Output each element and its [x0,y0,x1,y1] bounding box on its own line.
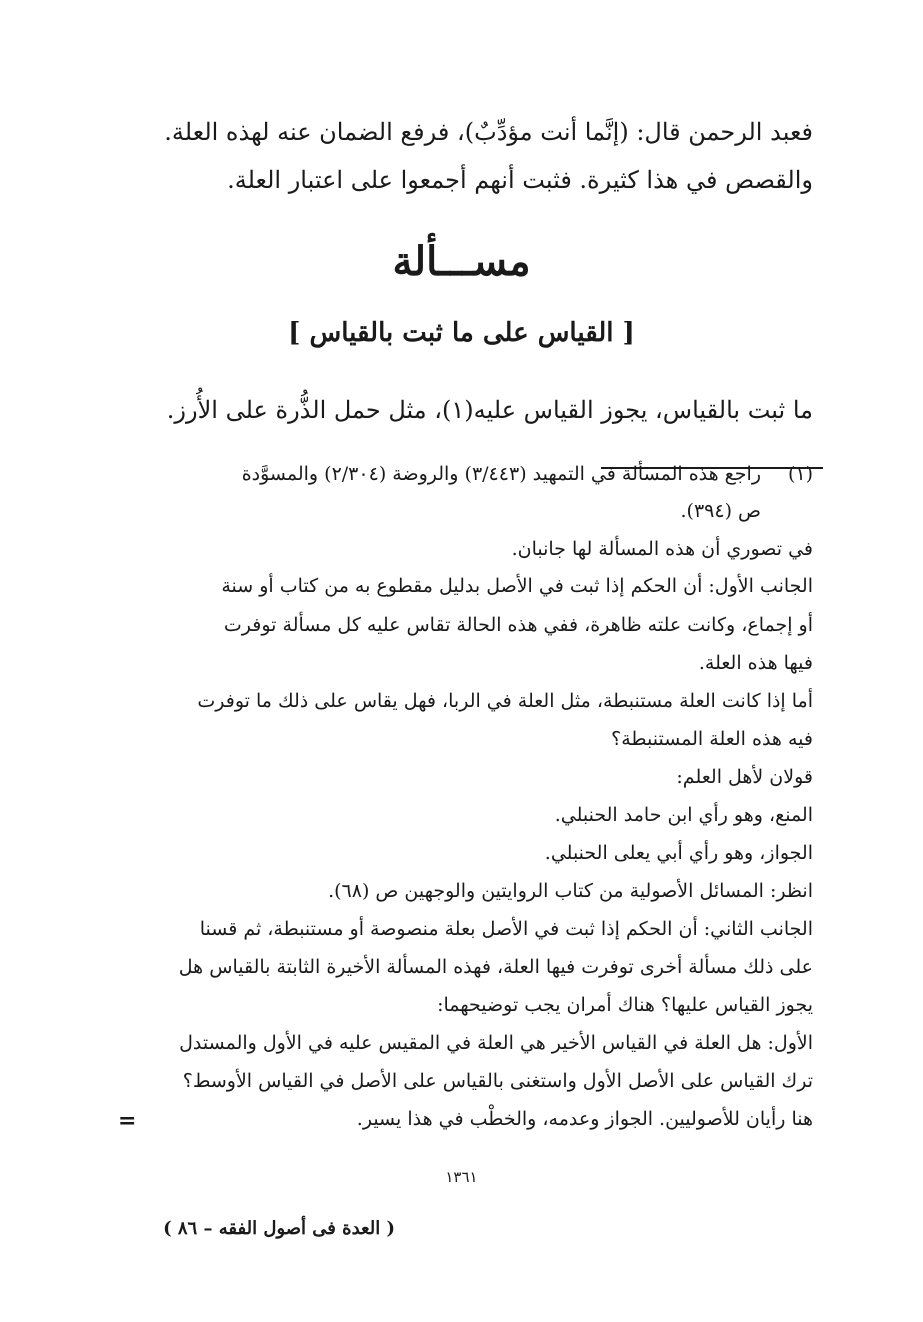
footnote-line: على ذلك مسألة أخرى توفرت فيها العلة، فهذه المسألة الأخيرة الثابتة بالقياس هل [178,956,813,978]
footnote-line: ترك القياس على الأصل الأول واستغنى بالقياس على الأصل في القياس الأوسط؟ [182,1070,813,1092]
footnote-line: الجانب الثاني: أن الحكم إذا ثبت في الأصل بعلة منصوصة أو مستنبطة، ثم قسنا [199,918,813,940]
footnote-line: انظر: المسائل الأصولية من كتاب الروايتين والوجهين ص (٦٨). [328,880,813,902]
section-subheading: [ القياس على ما ثبت بالقياس ] [288,318,635,348]
footnote-number: (١) [787,463,813,485]
footer-source: ( العدة فى أصول الفقه – ٨٦ ) [163,1218,395,1239]
continuation-mark: = [118,1108,137,1134]
section-statement: ما ثبت بالقياس، يجوز القياس عليه(١)، مثل حمل الذُّرة على الأُرز. [166,396,813,424]
footnote-line: أما إذا كانت العلة مستنبطة، مثل العلة في الربا، فهل يقاس على ذلك ما توفرت [197,690,813,712]
footnote-line: المنع، وهو رأي ابن حامد الحنبلي. [554,804,813,826]
footnote-line: في تصوري أن هذه المسألة لها جانبان. [511,538,813,560]
footnote-line: الجواز، وهو رأي أبي يعلى الحنبلي. [544,842,813,864]
footnote-line: هنا رأيان للأصوليين. الجواز وعدمه، والخطْب في هذا يسير. [356,1108,813,1130]
footnote-line: فيه هذه العلة المستنبطة؟ [611,728,813,750]
intro-line-2: والقصص في هذا كثيرة. فثبت أنهم أجمعوا على اعتبار العلة. [227,166,813,194]
footnote-line: أو إجماع، وكانت علته ظاهرة، ففي هذه الحالة تقاس عليه كل مسألة توفرت [223,614,813,636]
footnote-line: فيها هذه العلة. [698,652,813,674]
footnote-line: قولان لأهل العلم: [676,766,813,788]
footnote-line: الأول: هل العلة في القياس الأخير هي العلة في المقيس عليه في الأول والمستدل [179,1032,813,1054]
section-heading: مســـألة [392,238,531,285]
intro-line-1: فعبد الرحمن قال: (إنَّما أنت مؤدِّبٌ)، فرفع الضمان عنه لهذه العلة. [164,118,813,146]
page-number: ١٣٦١ [445,1168,478,1186]
footnote-line: ص (٣٩٤). [680,500,761,522]
footnote-line: الجانب الأول: أن الحكم إذا ثبت في الأصل بدليل مقطوع به من كتاب أو سنة [221,575,813,597]
footnote-line: راجع هذه المسألة في التمهيد (٣/٤٤٣) والروضة (٢/٣٠٤) والمسوَّدة [241,463,761,485]
footnote-line: يجوز القياس عليها؟ هناك أمران يجب توضيحهما: [437,994,813,1016]
